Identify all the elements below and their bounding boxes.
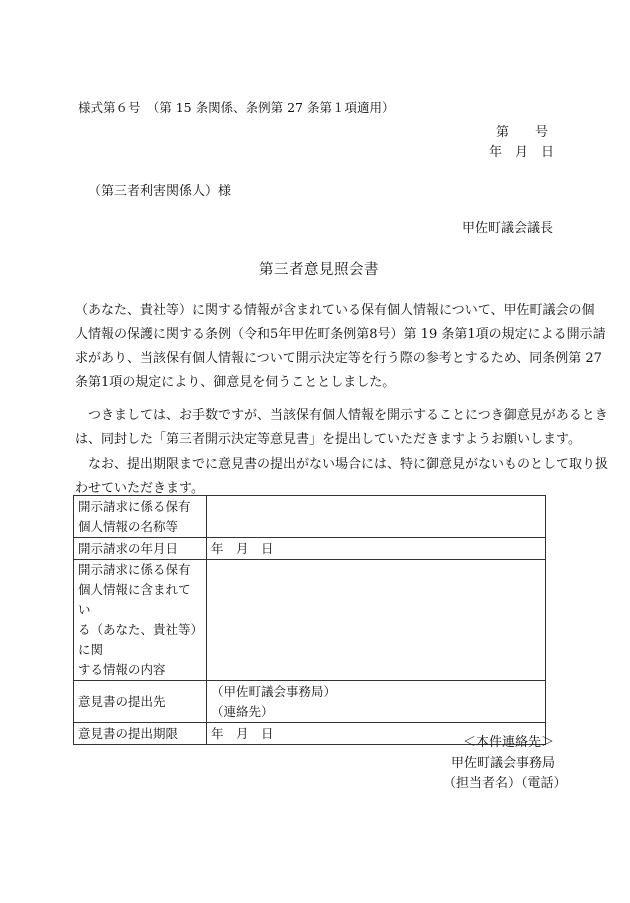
table-label-cell: 意見書の提出期限 — [74, 723, 207, 745]
sender: 甲佐町議会議長 — [462, 221, 554, 236]
body-paragraph-1-line-3: 求があり、当該保有個人情報について開示決定等を行う際の参考とするため、同条例第 27 — [75, 351, 602, 366]
body-paragraph-3-line-2: わせていただきます。 — [75, 481, 204, 496]
addressee: （第三者利害関係人）様 — [88, 184, 232, 199]
body-paragraph-2-line-1: つきましては、お手数ですが、当該保有個人情報を開示することにつき御意見があるとき — [88, 408, 608, 423]
document-number: 第 号 — [496, 125, 549, 140]
body-paragraph-2-line-2: は、同封した「第三者開示決定等意見書」を提出していただきますようお願いします。 — [75, 432, 581, 447]
table-value-cell: （甲佐町議会事務局） （連絡先） — [207, 681, 546, 723]
page-title: 第三者意見照会書 — [259, 262, 379, 278]
table-label-cell: 開示請求に係る保有 個人情報に含まれてい る（あなた、貴社等）に関 する情報の内容 — [74, 560, 207, 681]
table-value-cell: 年 月 日 — [207, 723, 546, 745]
body-paragraph-1-line-2: 人情報の保護に関する条例（令和5年甲佐町条例第8号）第 19 条第1項の規定による開示請 — [75, 327, 606, 342]
body-paragraph-1-line-4: 条第1項の規定により、御意見を伺うこととしました。 — [75, 375, 396, 390]
table-row — [74, 538, 546, 560]
body-paragraph-1-line-1: （あなた、貴社等）に関する情報が含まれている保有個人情報について、甲佐町議会の個 — [75, 303, 595, 318]
table-label-cell: 開示請求に係る保有 個人情報の名称等 — [74, 496, 207, 538]
contact-person: （担当者名）（電話） — [443, 776, 567, 791]
form-number: 様式第６号 （第 15 条関係、条例第 27 条第１項適用） — [78, 100, 395, 115]
table-row — [74, 560, 546, 681]
table-value-cell: 年 月 日 — [207, 538, 546, 560]
table-value-cell — [207, 560, 546, 681]
table-row — [74, 496, 546, 538]
table-value-cell — [207, 496, 546, 538]
document-date: 年 月 日 — [489, 145, 555, 160]
body-paragraph-3-line-1: なお、提出期限までに意見書の提出がない場合には、特に御意見がないものとして取り扱 — [88, 457, 609, 472]
table-label-cell: 意見書の提出先 — [74, 681, 207, 723]
info-table — [73, 495, 546, 745]
table-label-cell: 開示請求の年月日 — [74, 538, 207, 560]
contact-heading: ＜本件連絡先＞ — [463, 735, 555, 750]
table-row — [74, 681, 546, 723]
contact-office: 甲佐町議会事務局 — [451, 756, 556, 771]
